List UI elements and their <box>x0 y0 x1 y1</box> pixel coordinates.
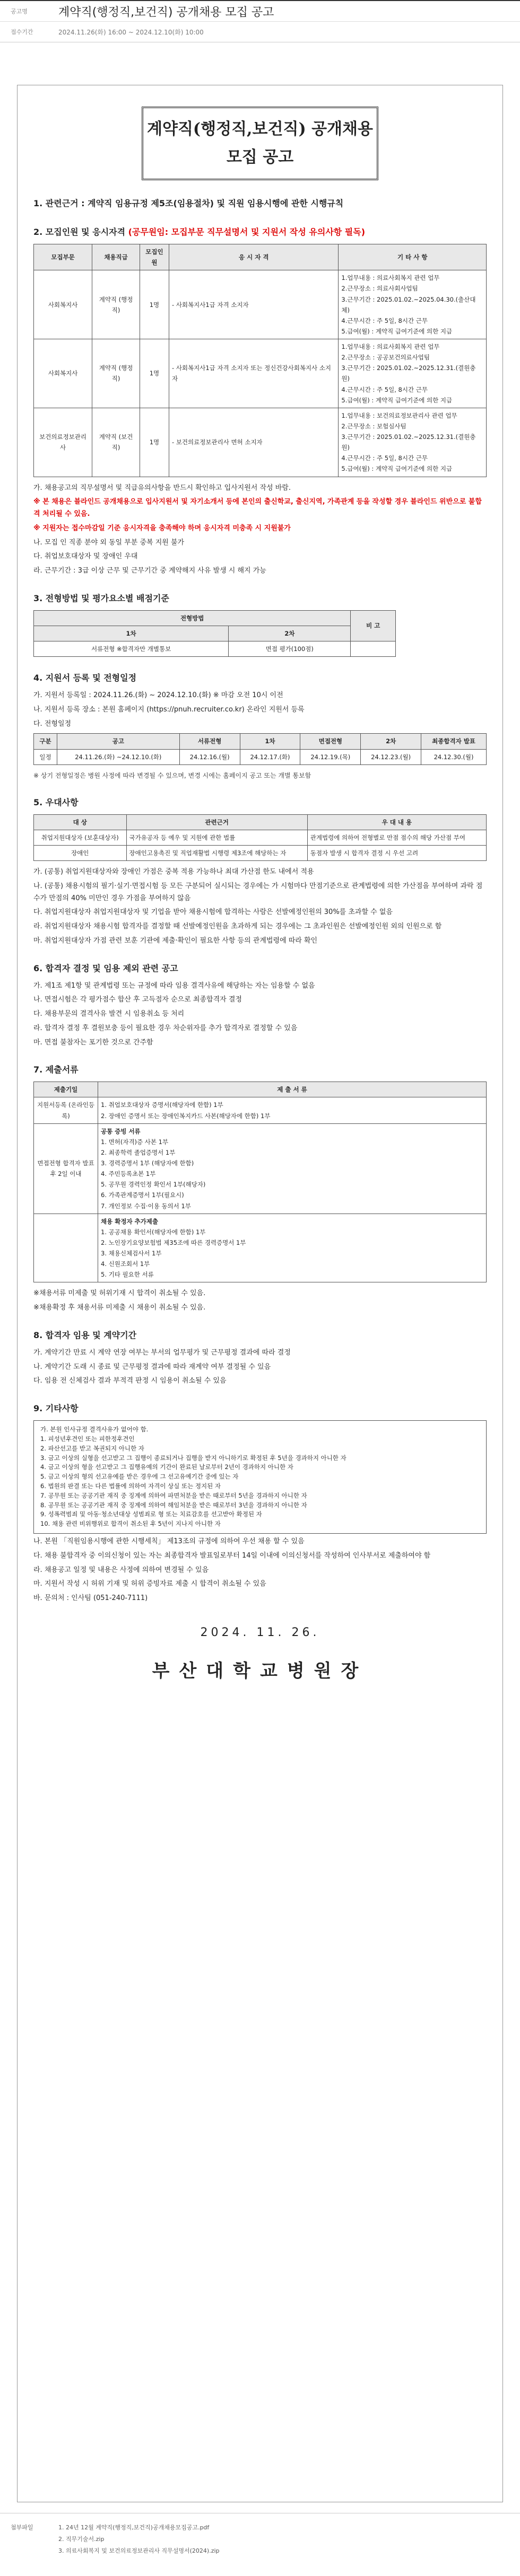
section-1-title: 1. 관련근거 : 계약직 임용규정 제5조(임용절차) 및 직원 임용시행에 관한 시행규칙 <box>33 198 344 208</box>
preference-header: 관련근거 <box>126 814 307 830</box>
contract-line: 나. 계약기간 도래 시 종료 및 근무평정 결과에 따라 재계약 여부 결정될 수 있음 <box>33 1362 271 1371</box>
recruit-note: 가. 채용공고의 직무설명서 및 직급유의사항을 반드시 확인하고 입사지원서 작성 바람. <box>33 483 291 492</box>
documents-header: 제 출 서 류 <box>98 1082 487 1097</box>
stage-1-cell: 서류전형 ※합격자만 개별통보 <box>34 641 229 657</box>
documents-header: 제출기일 <box>34 1082 98 1097</box>
preference-row <box>34 845 487 860</box>
misc-line: 라. 채용공고 일정 및 내용은 사정에 의하여 변경될 수 있음 <box>33 1566 209 1574</box>
attachment-link[interactable]: 1. 24년 12월 계약직(행정직,보건직)공개채용모집공고.pdf <box>58 2524 210 2531</box>
screening-header: 전형방법 <box>34 610 351 626</box>
documents-row <box>34 1097 487 1123</box>
section-8-title: 8. 합격자 임용 및 계약기간 <box>33 1330 137 1340</box>
decision-line: 라. 합격자 결정 후 결원보충 등이 필요한 경우 차순위자를 추가 합격자로 결정할 수 있음 <box>33 1024 298 1032</box>
recruit-grade-cell: 계약직 (행정직) <box>92 270 140 339</box>
preference-cell: 국가유공자 등 예우 및 지원에 관한 법률 <box>126 830 307 845</box>
recruit-count-cell: 1명 <box>140 339 169 408</box>
documents-items: 1. 면허(자격)증 사본 1부 2. 최종학력 졸업증명서 1부 3. 경력증명서 1부 (해당자에 한함) 4. 주민등록초본 1부 5. 공무원 경력인정 확인서 1부(해당자) 6. 가족관계증명서 1부(필요시) 7. 개인정보 수집·이용 동의서 1부 <box>101 1138 206 1210</box>
screening-table <box>33 610 396 657</box>
notice-period: 2024.11.26(화) 16:00 ~ 2024.12.10(화) 10:00 <box>58 28 204 36</box>
issuer-name: 부산대학교병원장 <box>152 1660 368 1682</box>
documents-cell <box>98 1097 487 1123</box>
recruit-note: 나. 모집 인 직종 분야 외 동일 부분 중복 지원 불가 <box>33 538 185 547</box>
recruit-count-cell: 1명 <box>140 270 169 339</box>
recruit-table <box>33 244 487 477</box>
decision-line: 다. 채용부문의 결격사유 발견 시 임용취소 등 처리 <box>33 1010 185 1018</box>
recruit-dept-cell: 보건의료정보관리사 <box>34 408 92 477</box>
documents-when-cell: 지원서등록 (온라인등록) <box>34 1097 98 1123</box>
period-label: 접수기간 <box>11 29 33 36</box>
notice-document <box>17 85 503 2502</box>
documents-table <box>33 1082 487 1282</box>
section-5-notes <box>33 866 487 947</box>
documents-note: ※채용서류 미제출 및 허위기재 시 합격이 취소될 수 있음. <box>33 1289 206 1298</box>
section-2-notes <box>33 482 487 577</box>
section-4-lines <box>33 690 487 730</box>
schedule-cell: 24.12.23.(월) <box>361 749 421 764</box>
schedule-cell: 24.11.26.(화) ~24.12.10.(화) <box>57 749 179 764</box>
recruit-header: 채용직급 <box>92 244 140 270</box>
documents-items: 1. 공공채용 확인서(해당자에 한함) 1부 2. 노인장기요양보험법 제35조에 따른 경력증명서 1부 3. 채용신체검사서 1부 4. 신원조회서 1부 5. 기타 필요한 서류 <box>101 1228 246 1279</box>
preference-cell: 장애인 <box>34 845 127 860</box>
document-title: 계약직(행정직,보건직) 공개채용 모집 공고 <box>142 107 378 180</box>
stage-1-header: 1차 <box>34 626 229 641</box>
recruit-count-cell: 1명 <box>140 408 169 477</box>
schedule-header: 구분 <box>34 734 57 749</box>
preference-cell: 취업지원대상자 (보훈대상자) <box>34 830 127 845</box>
documents-row <box>34 1123 487 1214</box>
title-label: 공고명 <box>11 8 28 15</box>
preference-note: 가. (공통) 취업지원대상자와 장애인 가점은 중복 적용 가능하나 최대 가산점 한도 내에서 적용 <box>33 868 314 876</box>
schedule-header: 1차 <box>240 734 300 749</box>
documents-when-cell <box>34 1214 98 1282</box>
section-6-lines <box>33 980 487 1049</box>
attachments-label: 첨부파일 <box>11 2524 33 2531</box>
preference-row <box>34 830 487 845</box>
section-9-title: 9. 기타사항 <box>33 1403 79 1414</box>
schedule-cell: 일정 <box>34 749 57 764</box>
schedule-cell: 24.12.16.(월) <box>179 749 240 764</box>
preference-note: 마. 취업지원대상자 가점 관련 보훈 기관에 제출·확인이 필요한 사항 등의 관계법령에 따라 확인 <box>33 936 318 945</box>
attachment-link[interactable]: 3. 의료사회복지 및 보건의료정보관리사 직무설명서(2024).zip <box>58 2547 220 2554</box>
schedule-header: 2차 <box>361 734 421 749</box>
preference-cell: 관계법령에 의하여 전형별로 만점 점수의 해당 가산점 부여 <box>307 830 486 845</box>
preference-note: 다. 취업지원대상자 취업지원대상자 및 기업을 받아 채용시험에 합격하는 사람은 선발예정인원의 30%를 초과할 수 없음 <box>33 908 393 917</box>
decision-line: 나. 면접시험은 각 평가점수 합산 후 고득점자 순으로 최종합격자 결정 <box>33 996 242 1004</box>
recruit-qual-cell: - 사회복지사1급 자격 소지자 또는 정신건강사회복지사 소지자 <box>169 339 339 408</box>
preference-note: 라. 취업지원대상자 채용시험 합격자를 결정할 때 선발예정인원을 초과하게 되는 경우에는 그 초과인원은 선발예정인원 외의 인원으로 함 <box>33 922 442 930</box>
recruit-header: 모집부문 <box>34 244 92 270</box>
attachment-link[interactable]: 2. 직무기술서.zip <box>58 2536 105 2543</box>
preference-cell: 동점자 발생 시 합격자 결정 시 우선 고려 <box>307 845 486 860</box>
section-6-title: 6. 합격자 결정 및 임용 제외 관련 공고 <box>33 963 178 973</box>
misc-line: 마. 지원서 작성 시 허위 기재 및 허위 증빙자료 제출 시 합격이 취소될 수 있음 <box>33 1580 266 1588</box>
section-8-lines <box>33 1347 487 1387</box>
preference-cell: 장애인고용촉진 및 직업재활법 시행령 제3조에 해당하는 자 <box>126 845 307 860</box>
documents-cell <box>98 1214 487 1282</box>
notice-date: 2024. 11. 26. <box>200 1625 320 1639</box>
documents-items: 1. 취업보호대상자 증명서(해당자에 한함) 1부 2. 장애인 증명서 또는 장애인복지카드 사본(해당자에 한함) 1부 <box>101 1101 271 1120</box>
schedule-line: 다. 전형일정 <box>33 719 72 728</box>
attachments <box>0 2513 520 2558</box>
recruit-note: 다. 취업보호대상자 및 장애인 우대 <box>33 552 138 561</box>
schedule-line: 가. 지원서 등록일 : 2024.11.26.(화) ~ 2024.12.10.(화) ※ 마감 오전 10시 이전 <box>33 691 283 700</box>
recruit-etc-cell: 1.업무내용 : 의료사회복지 관련 업무 2.근무장소 : 공공보건의료사업팀 3.근무기간 : 2025.01.02.~2025.12.31.(결원충원) 4.근무시간 : 주 5일, 8시간 근무 5.급여(월) : 계약직 급여기준에 의한 지급 <box>339 339 487 408</box>
recruit-qual-cell: - 사회복지사1급 자격 소지자 <box>169 270 339 339</box>
recruit-note: ※ 지원자는 접수마감일 기준 응시자격을 충족해야 하며 응시자격 미충족 시 지원불가 <box>33 524 291 532</box>
recruit-header: 모집인원 <box>140 244 169 270</box>
documents-type: 공통 증빙 서류 <box>101 1127 141 1135</box>
attachment-list <box>58 2523 520 2558</box>
schedule-header: 서류전형 <box>179 734 240 749</box>
documents-when-cell: 면접전형 합격자 발표 후 2일 이내 <box>34 1123 98 1214</box>
stage-2-cell: 면접 평가(100점) <box>229 641 351 657</box>
section-2-heading: 2. 모집인원 및 응시자격 <box>33 227 126 237</box>
recruit-dept-cell: 사회복지사 <box>34 339 92 408</box>
schedule-cell: 24.12.30.(월) <box>421 749 487 764</box>
section-2-note: (공무원임: 모집부문 직무설명서 및 지원서 작성 유의사항 필독) <box>128 227 366 237</box>
notice-meta <box>0 0 520 42</box>
recruit-qual-cell: - 보건의료정보관리사 면허 소지자 <box>169 408 339 477</box>
preference-table <box>33 814 487 861</box>
section-4-title: 4. 지원서 등록 및 전형일정 <box>33 673 137 683</box>
section-5-title: 5. 우대사항 <box>33 797 79 807</box>
recruit-etc-cell: 1.업무내용 : 의료사회복지 관련 업무 2.근무장소 : 의료사회사업팀 3.근무기간 : 2025.01.02.~2025.04.30.(출산대체) 4.근무시간 : 주 5일, 8시간 근무 5.급여(월) : 계약직 급여기준에 의한 지급 <box>339 270 487 339</box>
contract-line: 다. 임용 전 신체검사 결과 부적격 판정 시 임용이 취소될 수 있음 <box>33 1377 227 1385</box>
recruit-grade-cell: 계약직 (보건직) <box>92 408 140 477</box>
misc-line: 다. 채용 불합격자 중 이의신청이 있는 자는 최종합격자 발표일로부터 14일 이내에 이의신청서를 작성하여 인사부서로 제출하여야 함 <box>33 1551 431 1560</box>
section-9-lines <box>33 1536 487 1605</box>
section-2-title <box>33 225 487 240</box>
section-7-notes <box>33 1288 487 1314</box>
recruit-grade-cell: 계약직 (행정직) <box>92 339 140 408</box>
recruit-note: ※ 본 채용은 블라인드 공개채용으로 입사지원서 및 자기소개서 등에 본인의 출신학교, 출신지역, 가족관계 등을 작성할 경우 블라인드 위반으로 불합격 처리될 수 있음. <box>33 498 482 518</box>
documents-row <box>34 1214 487 1282</box>
recruit-row <box>34 270 487 339</box>
schedule-table <box>33 733 487 764</box>
misc-line: 바. 문의처 : 인사팀 (051-240-7111) <box>33 1594 148 1603</box>
decision-line: 가. 제1조 제1항 및 관계법령 또는 규정에 따라 임용 결격사유에 해당하는 자는 임용할 수 없음 <box>33 981 315 990</box>
remarks-cell <box>351 641 396 657</box>
documents-cell <box>98 1123 487 1214</box>
stage-2-header: 2차 <box>229 626 351 641</box>
notice-title: 계약직(행정직,보건직) 공개채용 모집 공고 <box>58 5 274 19</box>
recruit-header: 응 시 자 격 <box>169 244 339 270</box>
documents-note: ※채용확정 후 채용서류 미제출 시 채용이 취소될 수 있음. <box>33 1304 206 1312</box>
schedule-header: 최종합격자 발표 <box>421 734 487 749</box>
schedule-line: 나. 지원서 등록 장소 : 본원 홈페이지 (https://pnuh.recruiter.co.kr) 온라인 지원서 등록 <box>33 705 305 714</box>
recruit-row <box>34 408 487 477</box>
preference-note: 나. (공통) 채용시험의 필기·실기·면접시험 등 모든 구분되어 실시되는 경우에는 가 시험마다 만점기준으로 관계법령에 의한 가산점을 부여하며 과락 점수가 만점의 40% 미만인 경우 가점을 부여하지 않음 <box>33 882 483 902</box>
decision-line: 마. 면접 불참자는 포기한 것으로 간주함 <box>33 1038 153 1047</box>
disqualification-box: 가. 본원 인사규정 결격사유가 없어야 함. 1. 피성년후견인 또는 피한정후견인 2. 파산선고를 받고 복권되지 아니한 자 3. 금고 이상의 실형을 선고받고 그 집행이 종료되거나 집행을 받지 아니하기로 확정된 후 5년을 경과하지 아니한 자 4. 금고 이상의 형을 선고받고 그 집행유예의 기간이 완료된 날로부터 2년이 경과하지 아니한 자 5. 금고 이상의 형의 선고유예를 받은 경우에 그 선고유예기간 중에 있는 자 6. 법원의 판결 또는 다른 법률에 의하여 자격이 상실 또는 정지된 자 7. 공무원 또는 공공기관 재직 중 징계에 의하여 파면처분을 받은 때로부터 5년을 경과하지 아니한 자 8. 공무원 또는 공공기관 재직 중 징계에 의하여 해임처분을 받은 때로부터 3년을 경과하지 아니한 자 9. 성폭력범죄 및 아동·청소년대상 성범죄로 형 또는 치료감호를 선고받아 확정된 자 10. 채용 관련 비위행위로 합격이 취소된 후 5년이 지나지 아니한 자 <box>33 1420 487 1534</box>
schedule-cell: 24.12.19.(목) <box>300 749 361 764</box>
documents-type: 채용 확정자 추가제출 <box>101 1217 158 1225</box>
recruit-etc-cell: 1.업무내용 : 보건의료정보관리사 관련 업무 2.근무장소 : 보험심사팀 3.근무기간 : 2025.01.02.~2025.12.31.(결원충원) 4.근무시간 : 주 5일, 8시간 근무 5.급여(월) : 계약직 급여기준에 의한 지급 <box>339 408 487 477</box>
schedule-note: ※ 상기 전형일정은 병원 사정에 따라 변경될 수 있으며, 변경 시에는 홈페이지 공고 또는 개별 통보함 <box>33 771 311 779</box>
preference-header: 우 대 내 용 <box>307 814 486 830</box>
schedule-cell: 24.12.17.(화) <box>240 749 300 764</box>
contract-line: 가. 계약기간 만료 시 계약 연장 여부는 부서의 업무평가 및 근무평정 결과에 따라 결정 <box>33 1348 291 1357</box>
preference-header: 대 상 <box>34 814 127 830</box>
recruit-header: 기 타 사 항 <box>339 244 487 270</box>
recruit-note: 라. 근무기간 : 3급 이상 근무 및 근무기간 중 계약해지 사유 발생 시 해지 가능 <box>33 567 266 575</box>
section-3-title: 3. 전형방법 및 평가요소별 배점기준 <box>33 593 169 603</box>
schedule-header: 공고 <box>57 734 179 749</box>
recruit-dept-cell: 사회복지사 <box>34 270 92 339</box>
schedule-header: 면접전형 <box>300 734 361 749</box>
misc-line: 나. 본원 「직원임용시행에 관한 시행세칙」 제13조의 규정에 의하여 우선 채용 할 수 있음 <box>33 1537 305 1546</box>
remarks-header: 비 고 <box>351 610 396 641</box>
section-7-title: 7. 제출서류 <box>33 1065 79 1075</box>
recruit-row <box>34 339 487 408</box>
